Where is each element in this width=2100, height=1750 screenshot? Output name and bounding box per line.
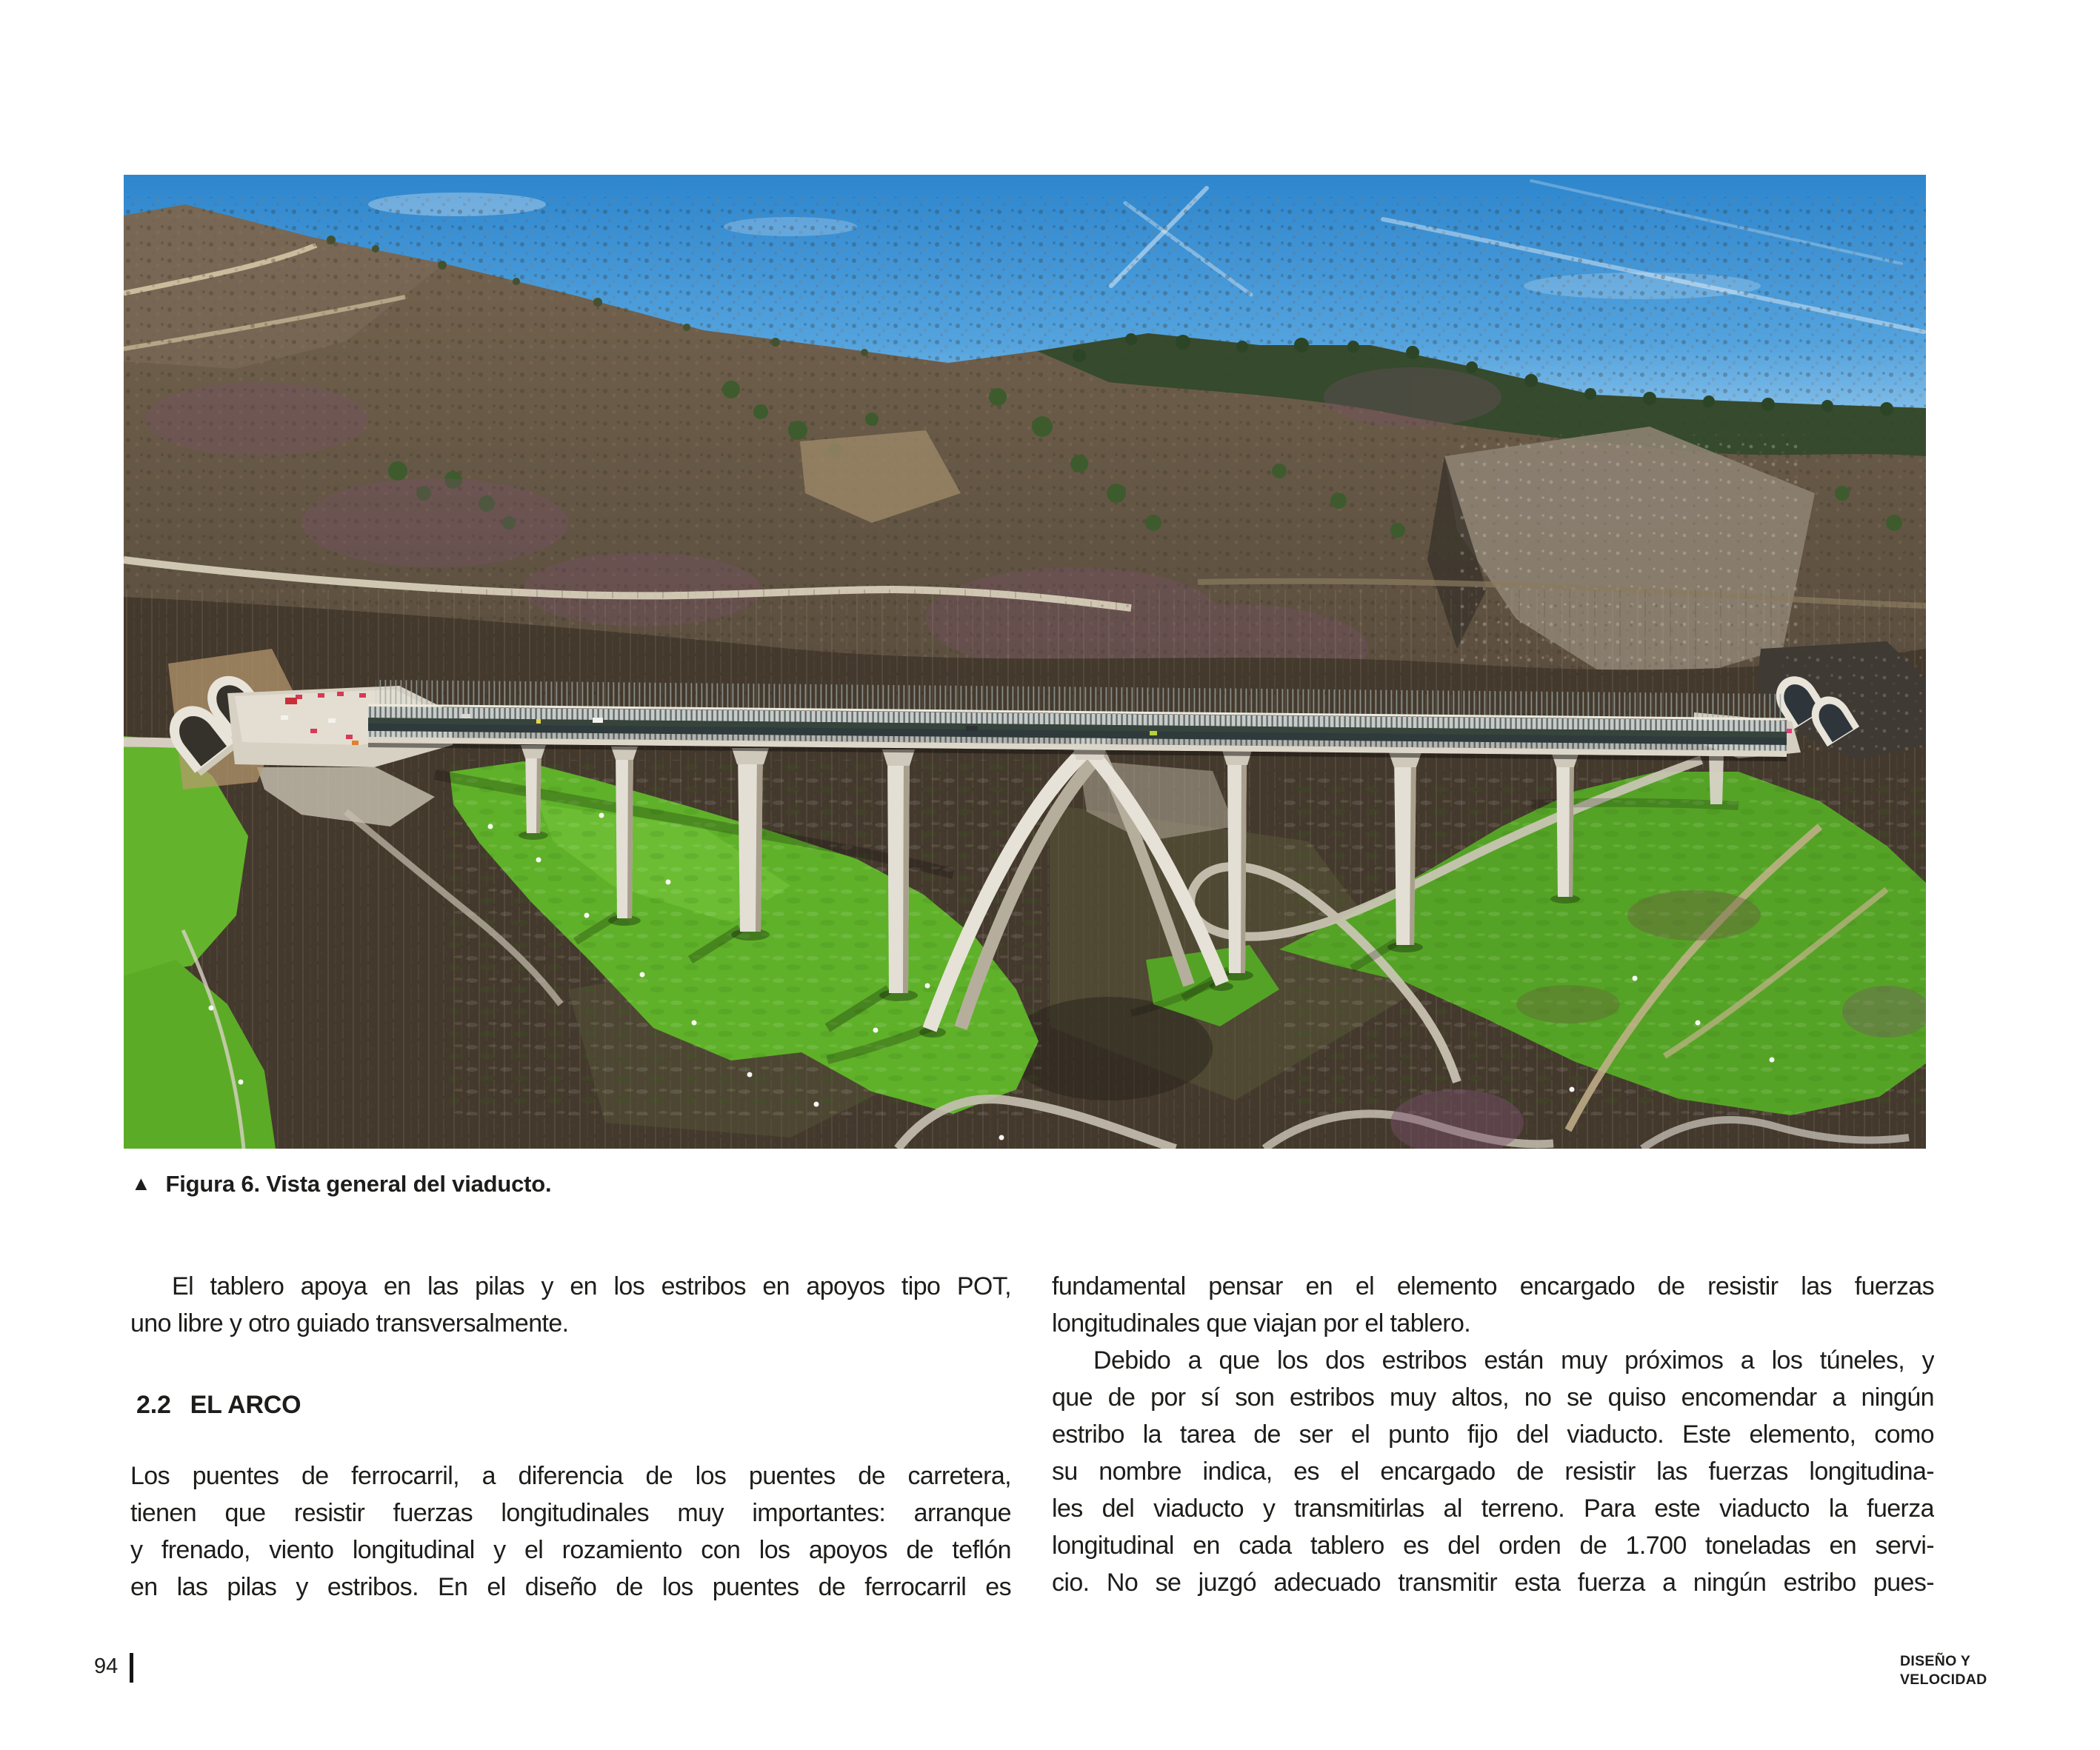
figure-caption-text: Figura 6. Vista general del viaducto.	[165, 1171, 552, 1197]
text-line: fundamental pensar en el elemento encargado de resistir las fuerzas	[1052, 1272, 1934, 1300]
journal-name-line: DISEÑO Y	[1900, 1653, 1971, 1669]
text-line: y frenado, viento longitudinal y el rozamiento con los apoyos de teflón	[130, 1536, 1011, 1564]
text-line: les del viaducto y transmitirlas al terreno. Para este viaducto la fuerza	[1052, 1494, 1934, 1523]
section-heading	[136, 1389, 1011, 1420]
text-line: uno libre y otro guiado transversalmente.	[130, 1309, 569, 1337]
bridge-deck	[368, 680, 1787, 761]
section-number: 2.2	[136, 1391, 171, 1419]
figure-caption	[131, 1171, 551, 1198]
text-line: Debido a que los dos estribos están muy próximos a los túneles, y	[1093, 1346, 1934, 1375]
journal-name-line: VELOCIDAD	[1900, 1671, 1987, 1688]
text-line: El tablero apoya en las pilas y en los estribos en apoyos tipo POT,	[172, 1272, 1011, 1300]
text-line: Los puentes de ferrocarril, a diferencia de los puentes de carretera,	[130, 1462, 1011, 1490]
footer-page-number	[94, 1654, 133, 1683]
section-title: EL ARCO	[190, 1391, 301, 1419]
page-number-divider	[130, 1653, 133, 1683]
viaduct-aerial-photo	[124, 175, 1926, 1149]
text-line: longitudinal en cada tablero es del orden de 1.700 toneladas en servi-	[1052, 1532, 1934, 1560]
text-line: en las pilas y estribos. En el diseño de los puentes de ferrocarril es	[130, 1573, 1011, 1601]
caption-triangle-icon: ▲	[131, 1172, 151, 1195]
figure-6-photo	[124, 175, 1926, 1149]
page-number: 94	[94, 1654, 119, 1678]
left-column	[130, 1268, 1011, 1606]
text-line: que de por sí son estribos muy altos, no se quiso encomendar a ningún	[1052, 1383, 1934, 1412]
right-column	[1052, 1268, 1934, 1601]
text-line: longitudinales que viajan por el tablero.	[1052, 1309, 1471, 1337]
text-line: estribo la tarea de ser el punto fijo del viaducto. Este elemento, como	[1052, 1420, 1934, 1449]
text-line: su nombre indica, es el encargado de resistir las fuerzas longitudina-	[1052, 1457, 1934, 1486]
text-line: tienen que resistir fuerzas longitudinales muy importantes: arranque	[130, 1499, 1011, 1527]
text-line: cio. No se juzgó adecuado transmitir esta fuerza a ningún estribo pues-	[1052, 1569, 1934, 1597]
footer-journal-name	[1900, 1652, 1987, 1689]
left-paragraph-2	[130, 1457, 1011, 1606]
